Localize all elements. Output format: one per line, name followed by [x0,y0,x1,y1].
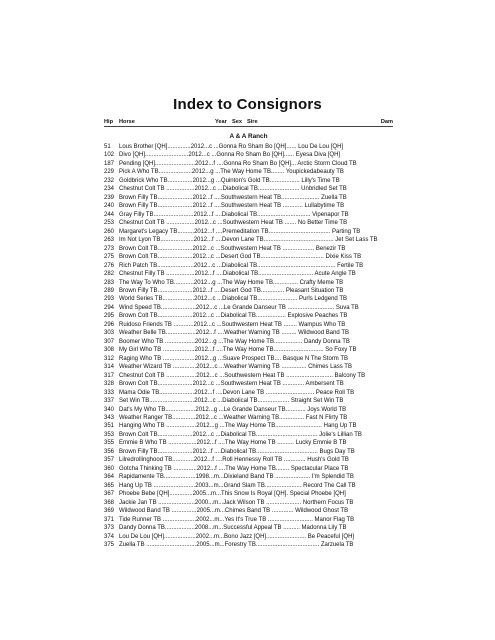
entry-details: Pick A Who TB....................2012...g ...The Way Home TB........ Youpickedabeauty TB [119,169,344,176]
entry-details: Phoebe Bebe [QH]..............2005...m...This Snow Is Royal [QH]. Special Phoebe [QH] [119,491,346,498]
hip-number: 368 [104,499,115,506]
hip-number: 244 [104,211,115,218]
table-row [104,439,393,447]
entry-details: Hang Up TB .........................2003...m...Grand Slam TB...................... Record The Call TB [119,482,356,489]
entry-details: World Series TB...................2012...c ...Diabolical TB........................ Purls Ledgend TB [119,296,347,303]
hip-number: 263 [104,237,115,244]
hip-number: 293 [104,296,115,303]
entry-details: Chestnut Colt TB .................2012...c ...Diabolical TB......................... Unbridled Set TB [119,186,347,193]
hip-number: 276 [104,262,115,269]
entry-details: Chestnut Colt TB ..................2012...c ...Southwestern Heat TB ............................ Balcony TB [119,372,366,379]
hip-number: 357 [104,457,115,464]
entry-details: Brown Filly TB.....................2012...f ....Desert God TB.............. Pleasant Situation TB [119,287,344,294]
table-row [104,202,393,210]
entry-details: Dandy Donna TB..................2008...m...Successful Appeal TB .......... Madonna Lily TB [119,525,347,532]
column-header-hip: Hip [104,119,114,125]
table-row [104,185,393,193]
hip-number: 234 [104,186,115,193]
table-row [104,151,393,159]
entry-details: Chestnut Colt TB .................2012...c ...Southwestern Heat TB ....... No Better Time TB [119,220,348,227]
table-row [104,473,393,481]
entry-details: Rapidamente TB...................1998...m...Dixieland Band TB ..................... I'm Splendid TB [119,474,354,481]
entry-details: Pending [QH]........................2012...f ....Gonna Ro Sham Bo [QH]... Arctic Storm Cloud TB [119,160,357,167]
table-row [104,482,393,490]
table-row [104,346,393,354]
hip-number: 308 [104,347,115,354]
entry-details: Set Win TB...........................2012...c ...Diabolical TB................... Straight Set Win TB [119,398,344,405]
table-row [104,389,393,397]
hip-number: 240 [104,203,115,210]
table-row [104,431,393,439]
entry-details: Chestnut Filly TB .................2012...f ....Diabolical TB................................. Acute Angle TB [119,271,356,278]
hip-number: 294 [104,304,115,311]
entry-details: Hanging Who TB ..................2012...g ...The Way Home TB............................ Hang Up TB [119,423,357,430]
hip-number: 312 [104,355,115,362]
entry-details: Boomer Who TB ..................2012...g ...The Way Home TB................. Dandy Donna TB [119,338,350,345]
entry-details: Tide Runner TB ....................2002...m...Yes It's True TB ........................... Manor Flag TB [119,516,355,523]
table-row [104,448,393,456]
table-row [104,507,393,515]
column-header-year: Year [215,119,227,125]
hip-number: 232 [104,177,115,184]
hip-number: 343 [104,415,115,421]
table-row [104,355,393,363]
entry-details: Emmie B Who TB .................2012...f ....The Way Home TB .......... Lucky Emmie B TB [119,440,347,447]
table-row [104,338,393,346]
consignor-name: A & A Ranch [229,133,268,140]
table-row [104,143,393,151]
entry-details: Weather Ranger TB..............2012...c ...Weather Warning TB............... Fast N Flirty TB [119,415,348,421]
table-row [104,228,393,236]
column-header-horse: Horse [119,119,135,125]
hip-number: 187 [104,160,115,167]
hip-number: 102 [104,152,115,159]
table-row [104,211,393,219]
hip-number: 337 [104,398,115,405]
entry-details: Margaret's Legacy TB..........2012...f ....Premeditation TB..................................... Parting TB [119,228,361,235]
table-row [104,270,393,278]
column-header-sire: Sire [247,119,258,125]
entry-details: Lous Brother [QH]..............2012...c ...Gonna Ro Sham Bo [QH]...... Lou De Lou [QH] [119,144,344,150]
table-row [104,312,393,320]
table-row [104,380,393,388]
hip-number: 351 [104,423,115,430]
table-row [104,304,393,312]
hip-number: 371 [104,516,115,523]
entry-details: Brown Colt TB.....................2012...c ...Diabolical TB.................. Explosive Peaches TB [119,313,348,320]
entry-details: Brown Filly TB.....................2012...f ....Southwestern Heat TB ............ Lullabytime TB [119,203,345,210]
table-row [104,295,393,303]
table-row [104,236,393,244]
table-row [104,422,393,430]
table-row [104,372,393,380]
entry-details: Brown Filly TB.....................2012...f ....Diabolical TB..................................... Bugs Day TB [119,448,355,455]
table-row [104,253,393,261]
hip-number: 296 [104,321,115,328]
hip-number: 273 [104,245,115,252]
entry-details: Rich Patch TB......................2012...c ...Diabolical TB............................................... Fertile TB [119,262,364,269]
entry-details: Lilredrollinghood TB.............2012...f ....Roll Hennessy Roll TB ............. Hush's Gold TB [119,457,349,464]
hip-number: 295 [104,313,115,320]
table-row [104,287,393,295]
table-row [104,456,393,464]
hip-number: 340 [104,406,115,413]
table-row [104,524,393,532]
table-row [104,279,393,287]
entry-details: Divo [QH]..........................2012...c ...Gonna Ro Sham Bo [QH]...... Eyesa Diva [QH] [119,152,341,159]
page-title: Index to Consignors [173,96,322,113]
table-row [104,194,393,202]
table-row [104,406,393,414]
hip-number: 229 [104,169,115,176]
consignor-entries [104,143,393,550]
table-row [104,245,393,253]
entry-details: Brown Colt TB.....................2012...c ...Diabolical TB..................................... Jolie's Lillian TB [119,431,362,438]
hip-number: 356 [104,448,115,455]
entry-details: Weather Wizard TB ..............2012...c ...Weather Warning TB ............... Chimes Lass TB [119,364,352,371]
hip-number: 307 [104,338,115,345]
table-row [104,329,393,337]
table-row [104,541,393,549]
entry-details: Mama Odie TB.....................2012...f ....Devon Lane TB ............................. Peace Roll TB [119,389,355,396]
entry-details: Lou De Lou [QH]...................2002...m...Bono Jazz [QH]........................ Be Peaceful [QH] [119,533,355,540]
hip-number: 374 [104,533,115,540]
table-row [104,177,393,185]
table-row [104,414,393,422]
table-row [104,490,393,498]
table-row [104,262,393,270]
entry-details: Dat's My Who TB..................2012...g ...Le Grande Danseur TB............ Joys World TB [119,406,347,413]
table-row [104,321,393,329]
hip-number: 289 [104,287,115,294]
entry-details: The Way To Who TB............2012...g ...The Way Home TB............... Crafty Meme TB [119,279,344,286]
table-row [104,499,393,507]
column-header-sex: Sex [232,119,242,125]
entry-details: Brown Filly TB.....................2012...f ....Southwestern Heat TB....................... Zuella TB [119,194,347,201]
entry-details: Brown Colt TB.....................2012...c ...Desert God TB...................................... Dixie Kiss TB [119,254,362,261]
hip-number: 375 [104,542,115,549]
hip-number: 360 [104,465,115,472]
hip-number: 367 [104,491,115,498]
hip-number: 275 [104,254,115,261]
table-row [104,219,393,227]
hip-number: 253 [104,220,115,227]
column-header-row [104,118,393,126]
table-row [104,465,393,473]
entry-details: Im Not Lyon TB....................2012...f ....Devon Lane TB.......................................... Jet Set Lass TB [119,237,378,244]
hip-number: 283 [104,279,115,286]
hip-number: 51 [104,144,111,150]
entry-details: My Girl Who TB ...................2012...f ....The Way Home TB.............................. So Foxy TB [119,347,357,354]
entry-details: Wind Speed TB.....................2012...c ...Le Grande Danseur TB ............................ Suva TB [119,304,359,311]
hip-number: 353 [104,431,115,438]
table-row [104,397,393,405]
entry-details: Brown Colt TB.....................2012...c ...Southwestern Heat TB ................... Benezir TB [119,245,346,252]
hip-number: 260 [104,228,115,235]
entry-details: Gray Filly TB........................2012...f ....Diabolical TB................................ Vipenapor TB [119,211,349,218]
hip-number: 328 [104,381,115,388]
hip-number: 365 [104,482,115,489]
table-row [104,516,393,524]
entry-details: Goldbrick Who TB...............2012...g ...Quinton's Gold TB.................. Lilly's Time TB [119,177,340,184]
hip-number: 333 [104,389,115,396]
hip-number: 364 [104,474,115,481]
entry-details: Gotcha Thinking TB ..............2012...f ....The Way Home TB........ Spectacular Place TB [119,465,349,472]
entry-details: Ruidoso Friends TB ............2012...c ...Southwestern Heat TB ........ Wampus Who TB [119,321,346,328]
entry-details: Wildwood Band TB ...............2005...m...Chimes Band TB ............. Wildwood Ghost TB [119,508,349,515]
table-row [104,168,393,176]
entry-details: Raging Who TB ...................2012...g ...Suave Prospect TB.... Basque N The Storm TB [119,355,348,362]
column-header-dam: Dam [380,119,393,125]
hip-number: 373 [104,525,115,532]
entry-details: Jackie Jan TB ......................2000...m...Jack Wilson TB ..................... Northern Focus TB [119,499,354,506]
entry-details: Zuella TB ..............................2005...m...Forestry TB...................................... Zarzuela TB [119,542,354,549]
hip-number: 239 [104,194,115,201]
table-row [104,533,393,541]
hip-number: 355 [104,440,115,447]
table-row [104,363,393,371]
hip-number: 282 [104,271,115,278]
hip-number: 369 [104,508,115,515]
table-row [104,160,393,168]
header-divider [104,126,393,127]
entry-details: Brown Colt TB.....................2012...c ...Southwestern Heat TB ............. Ambersent TB [119,381,344,388]
hip-number: 314 [104,364,115,371]
hip-number: 317 [104,372,115,379]
hip-number: 303 [104,330,115,337]
entry-details: Weather Belle TB..................2012...f ....Weather Warning TB ......... Wildwood Band TB [119,330,349,337]
